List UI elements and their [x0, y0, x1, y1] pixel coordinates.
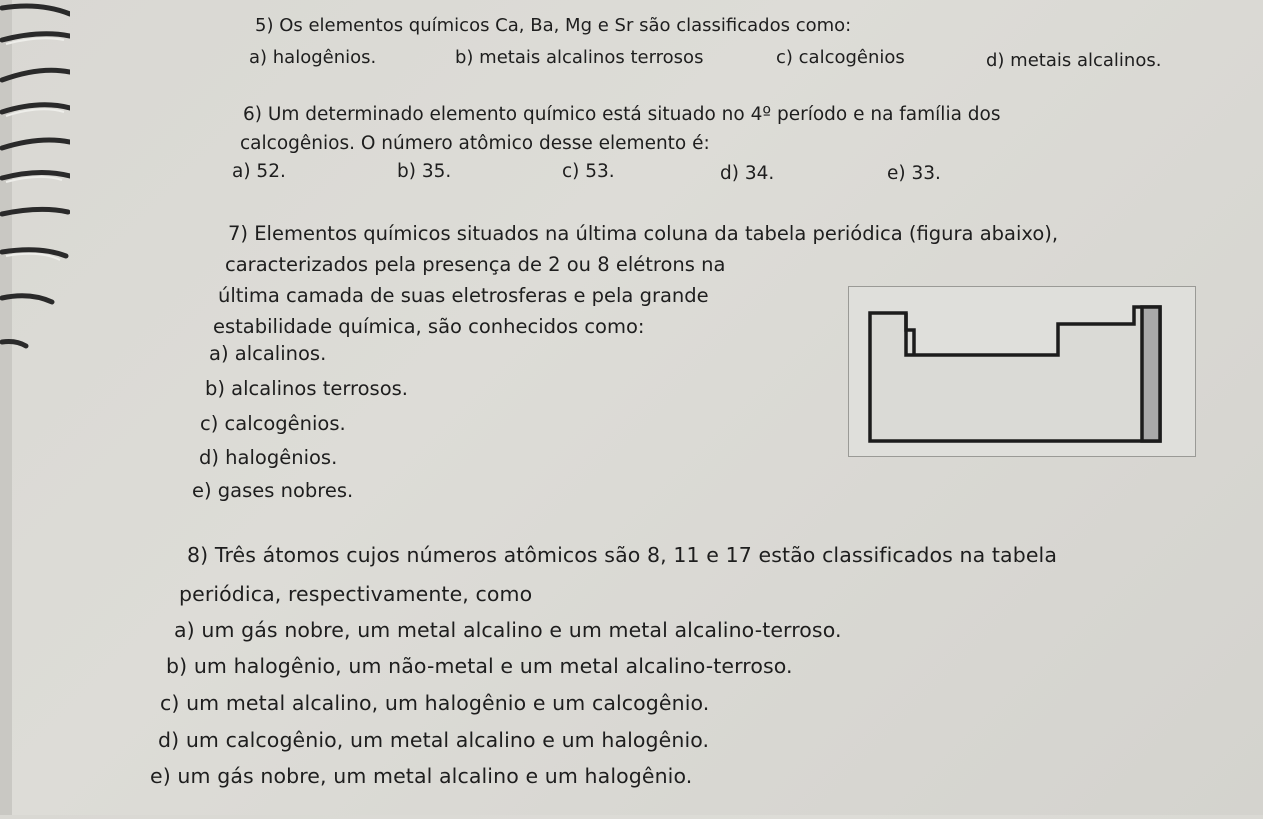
q8-option-a: a) um gás nobre, um metal alcalino e um metal alcalino-terroso. [174, 618, 842, 642]
q7-option-b: b) alcalinos terrosos. [205, 377, 408, 400]
q7-stem-line-4: estabilidade química, são conhecidos como: [213, 315, 645, 338]
periodic-table-figure [848, 286, 1196, 457]
q6-option-a: a) 52. [232, 161, 286, 182]
q6-option-d: d) 34. [720, 163, 775, 184]
q5-option-c: c) calcogênios [776, 47, 905, 68]
spiral-binding-drawing [0, 0, 70, 815]
q8-option-e: e) um gás nobre, um metal alcalino e um halogênio. [150, 764, 693, 788]
q6-option-b: b) 35. [397, 161, 452, 182]
q7-option-d: d) halogênios. [199, 446, 338, 469]
noble-gas-column [1142, 307, 1160, 441]
q6-option-c: c) 53. [562, 161, 615, 182]
q5-option-b: b) metais alcalinos terrosos [455, 47, 704, 68]
q5-option-a: a) halogênios. [249, 47, 377, 68]
q7-option-c: c) calcogênios. [200, 412, 346, 435]
q7-option-e: e) gases nobres. [192, 479, 354, 502]
q8-option-b: b) um halogênio, um não-metal e um metal alcalino-terroso. [166, 654, 793, 678]
q7-option-a: a) alcalinos. [209, 342, 327, 365]
q5-stem-line-1: 5) Os elementos químicos Ca, Ba, Mg e Sr são classificados como: [255, 15, 852, 36]
q8-option-c: c) um metal alcalino, um halogênio e um calcogênio. [160, 691, 710, 715]
q7-stem-line-2: caracterizados pela presença de 2 ou 8 elétrons na [225, 253, 726, 276]
spiral-binding [0, 0, 70, 815]
q5-option-d: d) metais alcalinos. [986, 50, 1162, 71]
q6-stem-line-2: calcogênios. O número atômico desse elemento é: [240, 133, 710, 154]
q7-stem-line-3: última camada de suas eletrosferas e pela grande [218, 284, 709, 307]
q8-stem-line-2: periódica, respectivamente, como [179, 582, 533, 606]
q6-stem-line-1: 6) Um determinado elemento químico está situado no 4º período e na família dos [243, 104, 1001, 125]
q7-stem-line-1: 7) Elementos químicos situados na última coluna da tabela periódica (figura abaixo), [228, 222, 1059, 245]
q8-stem-line-1: 8) Três átomos cujos números atômicos são 8, 11 e 17 estão classificados na tabela [187, 543, 1057, 567]
q8-option-d: d) um calcogênio, um metal alcalino e um halogênio. [158, 728, 710, 752]
q6-option-e: e) 33. [887, 163, 941, 184]
periodic-table-outline [848, 286, 1196, 457]
